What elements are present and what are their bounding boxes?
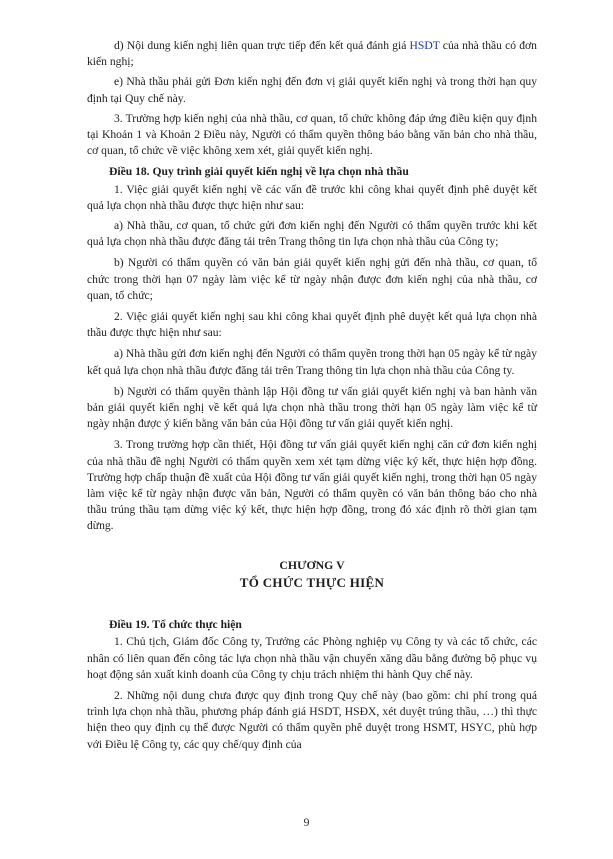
article-18-para-1b: b) Người có thẩm quyền có văn bản giải quyết kiến nghị gửi đến nhà thầu, cơ quan, tổ chức trong thời hạn 07 ngày làm việc kể từ ngày nhận được đơn kiến nghị của nhà thầu, cơ quan, tổ chức;	[87, 256, 537, 302]
article-19-para-1: 1. Chủ tịch, Giám đốc Công ty, Trưởng các Phòng nghiệp vụ Công ty và các tổ chức, các nhân có liên quan đến công tác lựa chọn nhà thầu vận chuyển xăng dầu bằng đường bộ phục vụ hoạt động sản xuất kinh doanh của Công ty chịu trách nhiệm thi hành Quy chế này.	[87, 635, 537, 681]
article-18-para-2: 2. Việc giải quyết kiến nghị sau khi công khai quyết định phê duyệt kết quả lựa chọn nhà thầu được thực hiện như sau:	[87, 310, 537, 340]
paragraph-d: d) Nội dung kiến nghị liên quan trực tiếp đến kết quả đánh giá HSDT của nhà thầu có đơn kiến nghị;	[87, 39, 537, 69]
article-18-para-1a: a) Nhà thầu, cơ quan, tổ chức gửi đơn kiến nghị đến Người có thẩm quyền trước khi kết quả lựa chọn nhà thầu được đăng tải trên Trang thông tin lựa chọn nhà thầu của Công ty;	[87, 219, 537, 249]
chapter-number: CHƯƠNG V	[279, 557, 345, 572]
paragraph-e: e) Nhà thầu phải gửi Đơn kiến nghị đến đơn vị giải quyết kiến nghị và trong thời hạn quy định tại Quy chế này.	[87, 75, 537, 105]
article-18-para-2a: a) Nhà thầu gửi đơn kiến nghị đến Người có thẩm quyền trong thời hạn 05 ngày kể từ ngày kết quả lựa chọn nhà thầu được đăng tải trên Trang thông tin lựa chọn nhà thầu của Công ty.	[87, 347, 537, 377]
highlighted-term: HSDT	[409, 39, 440, 52]
article-19-para-2: 2. Những nội dung chưa được quy định trong Quy chế này (bao gồm: chi phí trong quá trình lựa chọn nhà thầu, phương pháp đánh giá HSDT, HSĐX, xét duyệt trúng thầu, …) thì thực hiện theo quy định cụ thể được Người có thẩm quyền phê duyệt trong HSMT, HSYC, phù hợp với Điều lệ Công ty, các quy chế/quy định của	[87, 688, 537, 751]
document-body	[87, 38, 537, 758]
article-18-para-2b: b) Người có thẩm quyền thành lập Hội đồng tư vấn giải quyết kiến nghị và ban hành văn bản giải quyết kiến nghị về kết quả lựa chọn nhà thầu trong thời hạn 05 ngày làm việc kể từ ngày nhận được ý kiến bằng văn bản của Hội đồng tư vấn giải quyết kiến nghị.	[87, 384, 537, 431]
page-number: 9	[303, 815, 310, 829]
paragraph-3-top: 3. Trường hợp kiến nghị của nhà thầu, cơ quan, tổ chức không đáp ứng điều kiện quy định tại Khoản 1 và Khoản 2 Điều này, Người có thẩm quyền thông báo bằng văn bản cho nhà thầu, cơ quan, tổ chức về việc không xem xét, giải quyết kiến nghị.	[87, 111, 537, 158]
article-18-para-1: 1. Việc giải quyết kiến nghị về các vấn đề trước khi công khai quyết định phê duyệt kết quả lựa chọn nhà thầu được thực hiện như sau:	[87, 182, 537, 212]
article-18-para-3: 3. Trong trường hợp cần thiết, Hội đồng tư vấn giải quyết kiến nghị căn cứ đơn kiến nghị của nhà thầu đề nghị Người có thẩm quyền xem xét tạm dừng việc ký kết, thực hiện hợp đồng. Trường hợp chấp thuận đề xuất của Hội đồng tư vấn giải quyết kiến nghị, trong thời hạn 05 ngày làm việc kể từ ngày nhận được văn bản, Người có thẩm quyền có văn bản thông báo cho nhà thầu trúng thầu tạm dừng việc ký kết, thực hiện hợp đồng, trong đó xác định rõ thời gian tạm dừng.	[87, 438, 537, 533]
chapter-title: TỔ CHỨC THỰC HIỆN	[239, 574, 385, 590]
article-18-title: Điều 18. Quy trình giải quyết kiến nghị về lựa chọn nhà thầu	[109, 165, 409, 179]
article-19-title: Điều 19. Tổ chức thực hiện	[109, 618, 242, 632]
